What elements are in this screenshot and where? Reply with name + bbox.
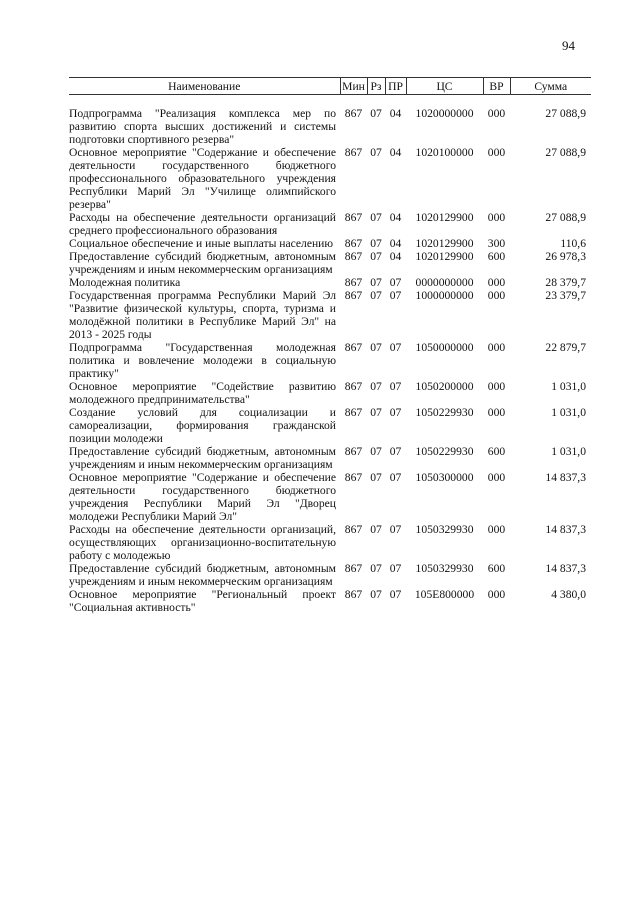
row-name: Предоставление субсидий бюджетным, автономным учреждениям и иным некоммерческим организациям: [69, 250, 336, 276]
row-pr: 07: [389, 588, 402, 601]
row-cs: 1050200000: [415, 380, 474, 393]
table-row: [69, 523, 591, 562]
row-cs: 1050229930: [415, 445, 474, 458]
budget-table: [69, 77, 591, 614]
table-row: [69, 211, 591, 237]
row-pr: 04: [389, 237, 402, 250]
row-pr: 07: [389, 523, 402, 536]
row-rz: 07: [370, 237, 382, 250]
row-cs: 105E800000: [414, 588, 475, 601]
row-min: 867: [344, 471, 363, 484]
table-row: [69, 276, 591, 289]
header-rz: Рз: [367, 78, 385, 95]
row-cs: 1020129900: [415, 237, 474, 250]
row-sum: 1 031,0: [551, 380, 586, 393]
row-min: 867: [344, 289, 363, 302]
row-min: 867: [344, 588, 363, 601]
row-cs: 1020100000: [415, 146, 474, 159]
row-vr: 000: [487, 588, 506, 601]
row-min: 867: [344, 237, 363, 250]
row-name: Социальное обеспечение и иные выплаты населению: [69, 237, 334, 250]
table-row: [69, 237, 591, 250]
row-pr: 07: [389, 562, 402, 575]
row-pr: 07: [389, 380, 402, 393]
header-sum: Сумма: [510, 78, 591, 95]
row-name: Основное мероприятие "Содержание и обеспечение деятельности государственного бюджетного профессионального образовательного учреждения Республики Марий Эл "Училище олимпийского резерва": [69, 146, 336, 211]
header-name: Наименование: [69, 78, 340, 95]
row-vr: 000: [487, 341, 506, 354]
table-row: [69, 146, 591, 211]
row-rz: 07: [370, 276, 382, 289]
row-vr: 000: [487, 380, 506, 393]
row-cs: 1050329930: [415, 562, 474, 575]
table-row: [69, 341, 591, 380]
row-vr: 600: [487, 250, 506, 263]
row-name: Основное мероприятие "Содействие развитию молодежного предпринимательства": [69, 380, 336, 406]
row-cs: 1020000000: [415, 107, 474, 120]
row-min: 867: [344, 380, 363, 393]
row-vr: 000: [487, 146, 506, 159]
row-rz: 07: [370, 289, 382, 302]
row-rz: 07: [370, 445, 382, 458]
row-rz: 07: [370, 380, 382, 393]
row-name: Молодежная политика: [69, 276, 181, 289]
row-rz: 07: [370, 588, 382, 601]
row-sum: 22 879,7: [545, 341, 586, 354]
row-pr: 04: [389, 211, 402, 224]
table-row: [69, 380, 591, 406]
row-pr: 04: [389, 107, 402, 120]
row-name: Основное мероприятие "Содержание и обеспечение деятельности государственного бюджетного учреждения Республики Марий Эл "Дворец молодежи Республики Марий Эл": [69, 471, 336, 523]
row-sum: 27 088,9: [545, 146, 586, 159]
row-cs: 1050300000: [415, 471, 474, 484]
row-sum: 14 837,3: [545, 562, 586, 575]
row-rz: 07: [370, 341, 382, 354]
row-sum: 27 088,9: [545, 211, 586, 224]
row-vr: 000: [487, 276, 506, 289]
row-min: 867: [344, 523, 363, 536]
row-min: 867: [344, 445, 363, 458]
row-rz: 07: [370, 471, 382, 484]
row-name: Расходы на обеспечение деятельности организаций среднего профессионального образования: [69, 211, 336, 237]
page-number: 94: [562, 38, 575, 53]
row-sum: 110,6: [560, 237, 586, 250]
row-rz: 07: [370, 406, 382, 419]
row-sum: 23 379,7: [545, 289, 586, 302]
header-vr: ВР: [483, 78, 510, 95]
row-pr: 07: [389, 289, 402, 302]
row-min: 867: [344, 406, 363, 419]
row-cs: 0000000000: [415, 276, 474, 289]
row-name: Государственная программа Республики Марий Эл "Развитие физической культуры, спорта, туризма и молодёжной политики в Республике Марий Эл" на 2013 - 2025 годы: [69, 289, 336, 341]
table-row: [69, 406, 591, 445]
row-cs: 1020129900: [415, 211, 474, 224]
row-pr: 07: [389, 276, 402, 289]
table-row: [69, 250, 591, 276]
table-row: [69, 445, 591, 471]
table-row: [69, 289, 591, 341]
row-vr: 600: [487, 562, 506, 575]
row-rz: 07: [370, 562, 382, 575]
row-name: Подпрограмма "Реализация комплекса мер по развитию спорта высших достижений и системы подготовки спортивного резерва": [69, 107, 336, 146]
row-sum: 1 031,0: [551, 445, 586, 458]
row-rz: 07: [370, 211, 382, 224]
row-vr: 300: [487, 237, 506, 250]
row-pr: 07: [389, 341, 402, 354]
row-sum: 28 379,7: [545, 276, 586, 289]
row-sum: 26 978,3: [545, 250, 586, 263]
row-cs: 1050229930: [415, 406, 474, 419]
header-pr: ПР: [385, 78, 406, 95]
table-row: [69, 471, 591, 523]
header-min: Мин: [340, 78, 367, 95]
row-rz: 07: [370, 107, 382, 120]
table-row: [69, 588, 591, 614]
row-name: Предоставление субсидий бюджетным, автономным учреждениям и иным некоммерческим организациям: [69, 562, 336, 588]
header-cs: ЦС: [406, 78, 483, 95]
row-min: 867: [344, 211, 363, 224]
row-rz: 07: [370, 250, 382, 263]
row-pr: 04: [389, 250, 402, 263]
row-cs: 1000000000: [415, 289, 474, 302]
row-min: 867: [344, 276, 363, 289]
row-cs: 1020129900: [415, 250, 474, 263]
row-min: 867: [344, 107, 363, 120]
row-name: Подпрограмма "Государственная молодежная политика и вовлечение молодежи в социальную практику": [69, 341, 336, 380]
row-vr: 000: [487, 211, 506, 224]
row-min: 867: [344, 341, 363, 354]
row-vr: 000: [487, 107, 506, 120]
row-sum: 14 837,3: [545, 523, 586, 536]
row-min: 867: [344, 146, 363, 159]
table-header: [69, 78, 591, 95]
row-vr: 600: [487, 445, 506, 458]
table-row: [69, 562, 591, 588]
row-rz: 07: [370, 146, 382, 159]
row-sum: 1 031,0: [551, 406, 586, 419]
row-sum: 27 088,9: [545, 107, 586, 120]
row-vr: 000: [487, 471, 506, 484]
row-min: 867: [344, 562, 363, 575]
row-pr: 07: [389, 445, 402, 458]
row-min: 867: [344, 250, 363, 263]
row-rz: 07: [370, 523, 382, 536]
table-body: [69, 95, 591, 615]
row-name: Расходы на обеспечение деятельности организаций, осуществляющих организационно-воспитательную работу с молодежью: [69, 523, 336, 562]
row-name: Предоставление субсидий бюджетным, автономным учреждениям и иным некоммерческим организациям: [69, 445, 336, 471]
row-cs: 1050329930: [415, 523, 474, 536]
row-name: Создание условий для социализации и самореализации, формирования гражданской позиции молодежи: [69, 406, 336, 445]
row-name: Основное мероприятие "Региональный проект "Социальная активность": [69, 588, 336, 614]
row-vr: 000: [487, 289, 506, 302]
row-pr: 07: [389, 406, 402, 419]
row-pr: 07: [389, 471, 402, 484]
row-vr: 000: [487, 406, 506, 419]
table-row: [69, 95, 591, 147]
row-cs: 1050000000: [415, 341, 474, 354]
row-sum: 4 380,0: [551, 588, 586, 601]
row-sum: 14 837,3: [545, 471, 586, 484]
row-pr: 04: [389, 146, 402, 159]
row-vr: 000: [487, 523, 506, 536]
